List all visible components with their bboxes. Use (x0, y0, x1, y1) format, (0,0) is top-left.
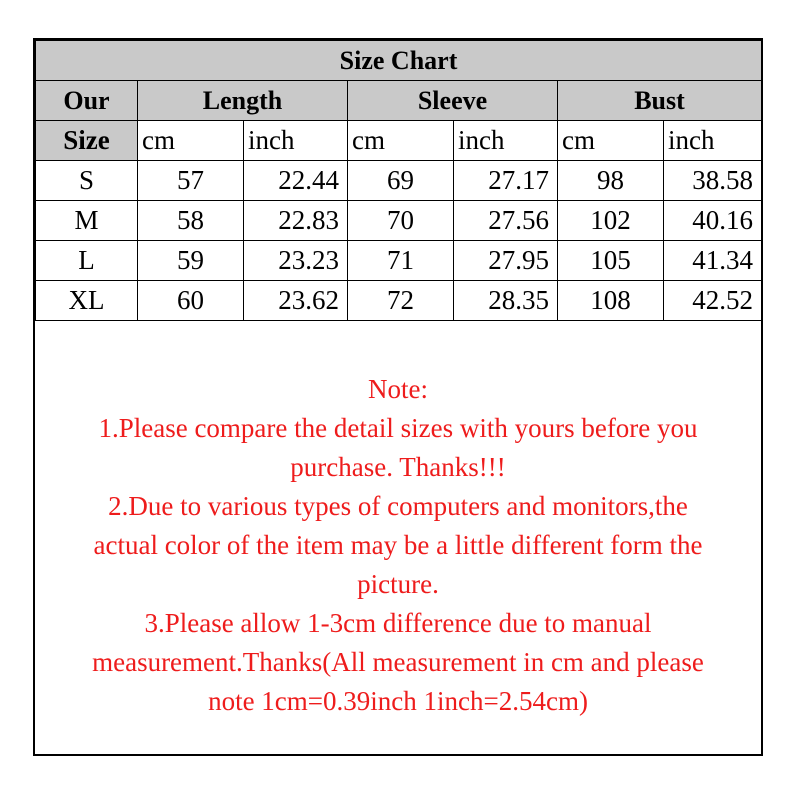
value-cell: 22.83 (244, 201, 348, 241)
value-cell: 42.52 (664, 281, 762, 321)
value-cell: 57 (138, 161, 244, 201)
value-cell: 102 (558, 201, 664, 241)
note-line: purchase. Thanks!!! (290, 452, 506, 482)
value-cell: 98 (558, 161, 664, 201)
value-cell: 41.34 (664, 241, 762, 281)
value-cell: 72 (348, 281, 454, 321)
unit-bust-inch: inch (664, 121, 762, 161)
size-table (35, 40, 762, 321)
value-cell: 59 (138, 241, 244, 281)
value-cell: 108 (558, 281, 664, 321)
length-header: Length (138, 81, 348, 121)
value-cell: 70 (348, 201, 454, 241)
chart-title: Size Chart (36, 41, 762, 81)
note-line: measurement.Thanks(All measurement in cm and please (92, 647, 704, 677)
value-cell: 27.95 (454, 241, 558, 281)
notes-block (35, 370, 761, 721)
value-cell: 60 (138, 281, 244, 321)
value-cell: 23.62 (244, 281, 348, 321)
size-header-line2: Size (36, 121, 138, 161)
table-row (36, 161, 762, 201)
size-cell: L (36, 241, 138, 281)
value-cell: 28.35 (454, 281, 558, 321)
value-cell: 27.56 (454, 201, 558, 241)
value-cell: 58 (138, 201, 244, 241)
note-line: actual color of the item may be a little different form the (93, 530, 703, 560)
note-line: picture. (357, 569, 439, 599)
note-line: 2.Due to various types of computers and monitors,the (108, 491, 688, 521)
value-cell: 71 (348, 241, 454, 281)
value-cell: 22.44 (244, 161, 348, 201)
sleeve-header: Sleeve (348, 81, 558, 121)
value-cell: 23.23 (244, 241, 348, 281)
unit-length-cm: cm (138, 121, 244, 161)
value-cell: 38.58 (664, 161, 762, 201)
value-cell: 27.17 (454, 161, 558, 201)
size-cell: S (36, 161, 138, 201)
value-cell: 40.16 (664, 201, 762, 241)
unit-sleeve-inch: inch (454, 121, 558, 161)
value-cell: 105 (558, 241, 664, 281)
unit-bust-cm: cm (558, 121, 664, 161)
unit-length-inch: inch (244, 121, 348, 161)
note-line: 1.Please compare the detail sizes with yours before you (98, 413, 698, 443)
table-row (36, 201, 762, 241)
size-header-line1: Our (36, 81, 138, 121)
unit-sleeve-cm: cm (348, 121, 454, 161)
value-cell: 69 (348, 161, 454, 201)
note-line: note 1cm=0.39inch 1inch=2.54cm) (208, 686, 588, 716)
size-chart (33, 38, 763, 756)
note-heading: Note: (368, 374, 428, 404)
table-row (36, 281, 762, 321)
size-cell: M (36, 201, 138, 241)
note-line: 3.Please allow 1-3cm difference due to manual (144, 608, 652, 638)
size-cell: XL (36, 281, 138, 321)
bust-header: Bust (558, 81, 762, 121)
table-row (36, 241, 762, 281)
